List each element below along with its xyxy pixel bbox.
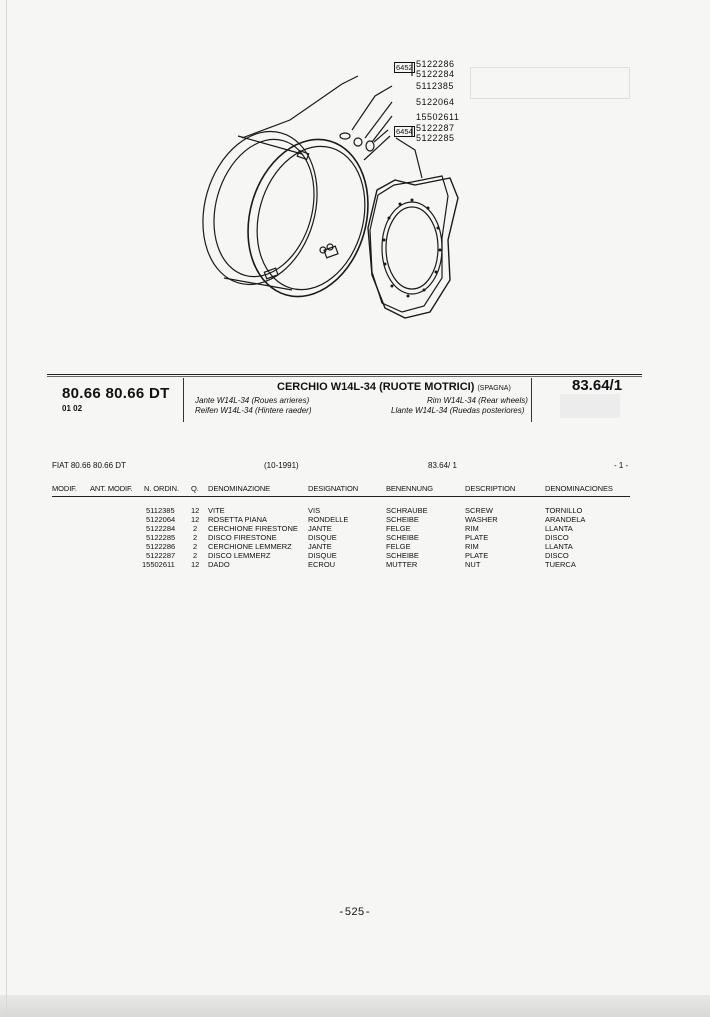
desc-en: PLATE — [465, 551, 489, 560]
desc-fr: VIS — [308, 506, 321, 515]
translation-en: Rim W14L-34 (Rear wheels) — [427, 396, 528, 405]
ref-box-6454: 6454 — [396, 127, 413, 136]
table-header-rule — [52, 496, 630, 497]
desc-it: CERCHIONE LEMMERZ — [208, 542, 292, 551]
part-number: 5122287 — [146, 551, 176, 560]
desc-fr: JANTE — [308, 542, 332, 551]
ref-box-6452: 6452 — [396, 63, 413, 72]
desc-en: RIM — [465, 524, 479, 533]
translation-es: Llante W14L-34 (Ruedas posteriores) — [391, 406, 525, 415]
desc-fr: ECROU — [308, 560, 336, 569]
desc-it: DADO — [208, 560, 230, 569]
col-header-it: DENOMINAZIONE — [208, 484, 271, 493]
col-header-qty: Q. — [191, 484, 199, 493]
desc-it: DISCO FIRESTONE — [208, 533, 277, 542]
desc-en: SCREW — [465, 506, 493, 515]
page-bottom-edge — [0, 995, 710, 1017]
desc-de: SCHRAUBE — [386, 506, 428, 515]
part-number: 15502611 — [142, 560, 175, 569]
meta-page: - 1 - — [614, 461, 629, 470]
margin-line — [6, 0, 7, 1017]
desc-fr: RONDELLE — [308, 515, 349, 524]
desc-en: WASHER — [465, 515, 498, 524]
col-header-de: BENENNUNG — [386, 484, 434, 493]
quantity: 12 — [191, 560, 200, 569]
header-divider — [183, 378, 184, 422]
meta-ref: 83.64/ 1 — [428, 461, 457, 470]
callout-number: 5122284 — [416, 69, 455, 79]
col-header-modif: MODIF. — [52, 484, 77, 493]
col-header-es: DENOMINACIONES — [545, 484, 613, 493]
page-number: -525- — [338, 907, 372, 919]
desc-en: RIM — [465, 542, 479, 551]
col-header-ant-modif: ANT. MODIF. — [90, 484, 133, 493]
part-number: 5112385 — [146, 506, 175, 515]
title-main: CERCHIO W14L-34 (RUOTE MOTRICI) — [277, 381, 475, 393]
desc-es: LLANTA — [545, 524, 573, 533]
meta-model: FIAT 80.66 80.66 DT — [52, 461, 126, 470]
callout-number: 5122287 — [416, 123, 455, 133]
quantity: 12 — [191, 515, 200, 524]
model-title: 80.66 80.66 DT — [62, 385, 170, 402]
col-header-fr: DESIGNATION — [308, 484, 359, 493]
translation-de: Reifen W14L-34 (Hintere raeder) — [195, 406, 312, 415]
section-header — [47, 374, 642, 426]
desc-es: ARANDELA — [545, 515, 586, 524]
desc-fr: DISQUE — [308, 551, 337, 560]
desc-es: TORNILLO — [545, 506, 583, 515]
quantity: 2 — [193, 533, 198, 542]
desc-it: VITE — [208, 506, 225, 515]
header-rule — [47, 374, 642, 375]
part-number: 5122285 — [146, 533, 176, 542]
desc-it: CERCHIONE FIRESTONE — [208, 524, 298, 533]
desc-fr: JANTE — [308, 524, 332, 533]
part-group-title — [277, 381, 511, 393]
desc-de: MUTTER — [386, 560, 418, 569]
desc-fr: DISQUE — [308, 533, 337, 542]
header-divider — [531, 378, 532, 422]
exploded-wheel-drawing — [180, 50, 650, 350]
meta-date: (10-1991) — [264, 461, 299, 470]
desc-de: FELGE — [386, 542, 411, 551]
quantity: 2 — [193, 551, 198, 560]
quantity: 12 — [191, 506, 200, 515]
part-number: 5122284 — [146, 524, 176, 533]
quantity: 2 — [193, 542, 198, 551]
col-header-order-no: N. ORDIN. — [144, 484, 179, 493]
desc-it: ROSETTA PIANA — [208, 515, 268, 524]
desc-de: FELGE — [386, 524, 411, 533]
desc-es: DISCO — [545, 551, 569, 560]
desc-es: LLANTA — [545, 542, 573, 551]
callout-number: 5122285 — [416, 133, 455, 143]
desc-es: DISCO — [545, 533, 569, 542]
callout-number: 15502611 — [416, 112, 460, 122]
wheel-rim-diagram — [180, 50, 650, 350]
desc-de: SCHEIBE — [386, 533, 419, 542]
callout-number: 5122064 — [416, 97, 455, 107]
part-number: 5122286 — [146, 542, 176, 551]
desc-en: PLATE — [465, 533, 489, 542]
desc-de: SCHEIBE — [386, 551, 419, 560]
callout-number: 5112385 — [416, 81, 454, 91]
desc-de: SCHEIBE — [386, 515, 419, 524]
header-rule — [47, 376, 642, 377]
table-row — [52, 560, 632, 570]
title-variant: (SPAGNA) — [477, 385, 511, 392]
translation-fr: Jante W14L-34 (Roues arrieres) — [195, 396, 310, 405]
callout-number: 5122286 — [416, 59, 455, 69]
desc-es: TUERCA — [545, 560, 576, 569]
part-number: 5122064 — [146, 515, 176, 524]
desc-en: NUT — [465, 560, 481, 569]
section-reference: 83.64/1 — [572, 377, 623, 394]
desc-it: DISCO LEMMERZ — [208, 551, 271, 560]
col-header-en: DESCRIPTION — [465, 484, 516, 493]
quantity: 2 — [193, 524, 198, 533]
model-code: 01 02 — [62, 404, 83, 413]
